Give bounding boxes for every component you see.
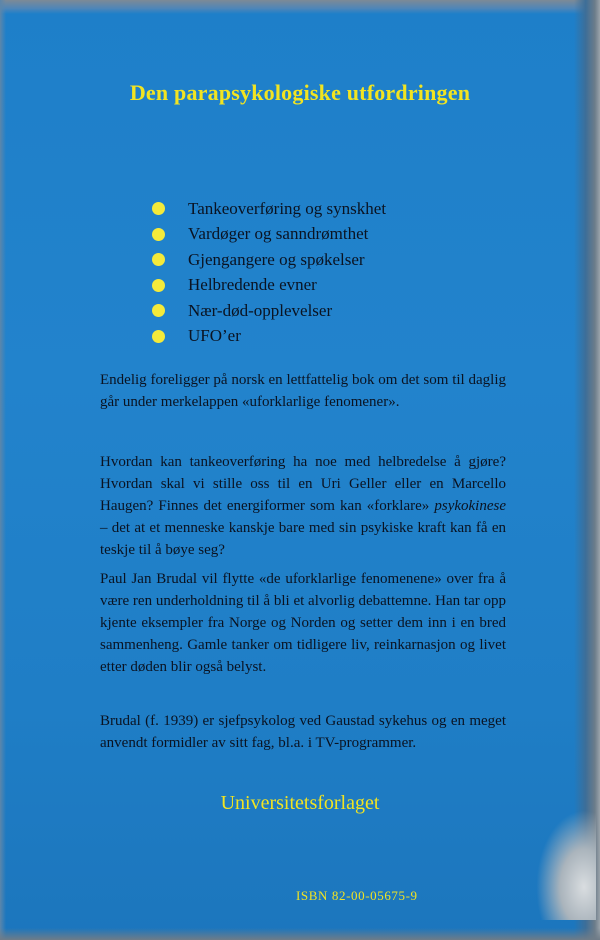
topic-item (152, 222, 386, 248)
intro-paragraph: Endelig foreligger på norsk en lettfattelig bok om det som til daglig går under merkelappen «uforklarlige fenomener». (100, 372, 506, 410)
isbn-number: ISBN 82-00-05675-9 (296, 888, 418, 903)
topic-label: UFO’er (188, 326, 241, 346)
topic-label: Vardøger og sanndrømthet (188, 224, 369, 244)
author-bio-paragraph: Brudal (f. 1939) er sjefpsykolog ved Gaustad sykehus og en meget anvendt formidler av sitt fag, bl.a. i TV-programmer. (100, 713, 506, 751)
topic-item (152, 247, 386, 273)
publisher-name: Universitetsforlaget (220, 792, 380, 814)
questions-text-end: – det at et menneske kanskje bare med sin psykiske kraft kan få en teskje til å bøye seg? (100, 520, 506, 558)
worn-corner (536, 810, 596, 920)
bullet-dot-icon (152, 253, 165, 266)
worn-bottom-edge (0, 928, 600, 940)
topic-item (152, 196, 386, 222)
bullet-dot-icon (152, 279, 165, 292)
topic-label: Nær-død-opplevelser (188, 300, 333, 320)
topic-item (152, 298, 386, 324)
psykokinese-term: psykokinese (434, 498, 506, 514)
bullet-dot-icon (152, 202, 165, 215)
topic-label: Tankeoverføring og synskhet (188, 198, 387, 218)
topic-label: Helbredende evner (188, 275, 317, 295)
topic-item (152, 273, 386, 299)
questions-paragraph (100, 451, 506, 561)
questions-text-start: Hvordan kan tankeoverføring ha noe med helbredelse å gjøre? Hvordan skal vi stille oss til en Uri Geller eller en Marcello Haugen? Finnes det energiformer som kan «forklare» (100, 454, 506, 514)
topic-item (152, 324, 386, 350)
bullet-dot-icon (152, 304, 165, 317)
topic-label: Gjengangere og spøkelser (188, 249, 365, 269)
worn-top-edge (0, 0, 600, 14)
topic-list (152, 196, 386, 349)
cover-title: Den parapsykologiske utfordringen (129, 80, 471, 105)
author-aim-paragraph: Paul Jan Brudal vil flytte «de uforklarlige fenomenene» over fra å være ren underholdning til å bli et alvorlig debattemne. Han tar opp kjente eksempler fra Norge og Norden og setter dem inn i en bred sammenheng. Gamle tanker om tidligere liv, reinkarnasjon og livet etter døden blir også belyst. (100, 571, 506, 675)
bullet-dot-icon (152, 228, 165, 241)
bullet-dot-icon (152, 330, 165, 343)
